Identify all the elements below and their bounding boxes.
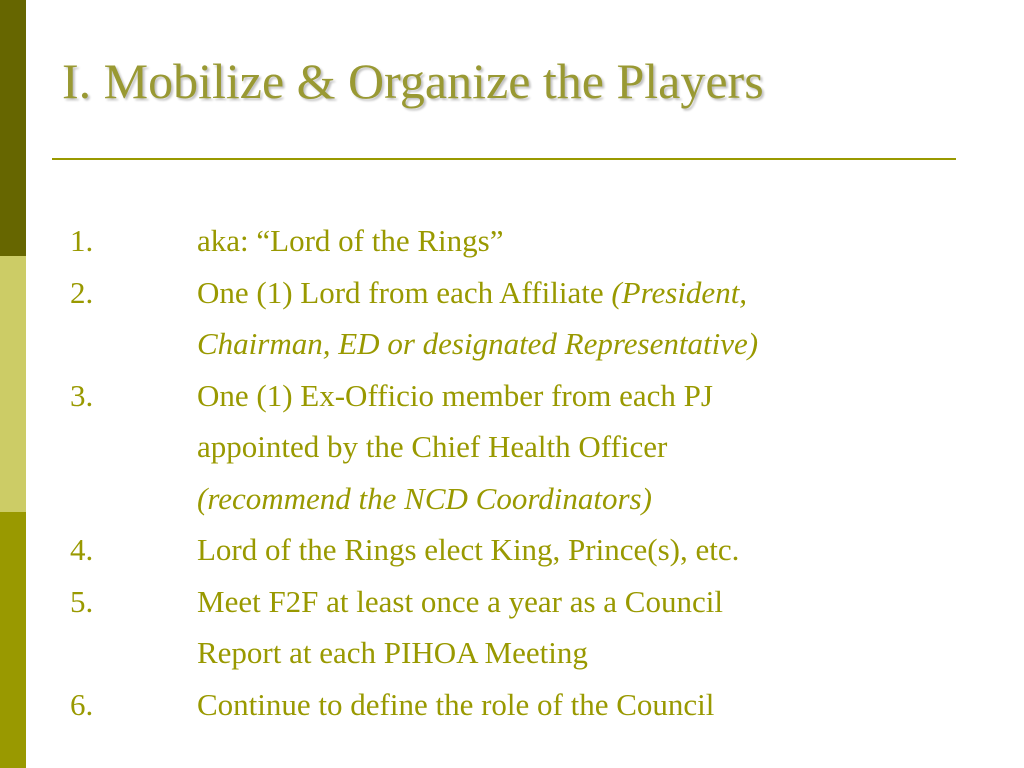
list-number: 4. (70, 532, 94, 567)
list-item (70, 679, 990, 731)
list-item (70, 576, 990, 679)
list-line (197, 267, 990, 319)
list-line: Report at each PIHOA Meeting (197, 635, 588, 670)
list-line: Meet F2F at least once a year as a Council (197, 583, 723, 619)
numbered-list (70, 215, 990, 730)
list-item (70, 524, 990, 576)
list-line-text: One (1) Lord from each Affiliate (197, 274, 612, 310)
list-line-italic: (recommend the NCD Coordinators) (197, 480, 652, 516)
list-number: 5. (70, 583, 94, 619)
list-item (70, 215, 990, 267)
list-number: 6. (70, 686, 94, 722)
list-item (70, 370, 990, 525)
accent-bar-top (0, 0, 26, 256)
slide-title: I. Mobilize & Organize the Players (62, 53, 764, 109)
list-item (70, 267, 990, 370)
list-text (197, 576, 990, 679)
list-line: One (1) Ex-Officio member from each PJ (197, 377, 713, 413)
list-text (197, 370, 990, 525)
list-line: aka: “Lord of the Rings” (197, 223, 504, 258)
list-text (197, 267, 990, 370)
title-divider (52, 158, 956, 160)
list-line-italic: (President, (611, 274, 748, 310)
list-line: Lord of the Rings elect King, Prince(s), etc. (197, 532, 740, 567)
list-text (197, 215, 990, 267)
list-text (197, 679, 990, 731)
list-number: 3. (70, 377, 94, 413)
list-number: 2. (70, 274, 94, 310)
list-number: 1. (70, 223, 94, 258)
list-text (197, 524, 990, 576)
list-line: appointed by the Chief Health Officer (197, 429, 668, 464)
list-line-italic: Chairman, ED or designated Representative) (197, 326, 759, 361)
list-line: Continue to define the role of the Council (197, 686, 715, 722)
accent-bar-bottom (0, 512, 26, 768)
accent-bar-middle (0, 256, 26, 512)
